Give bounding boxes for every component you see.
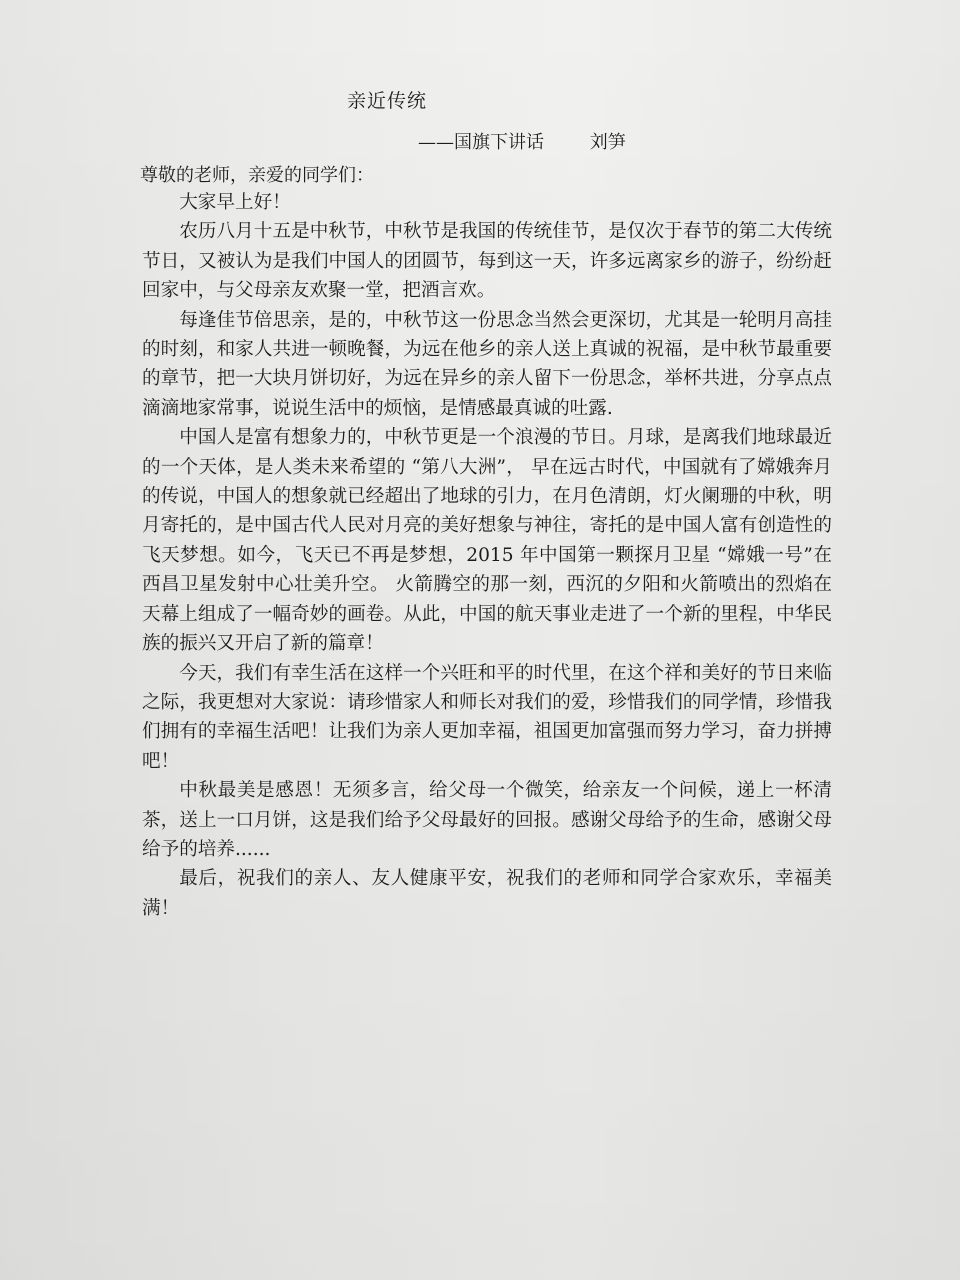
- paragraph-gratitude: 中秋最美是感恩！无须多言，给父母一个微笑，给亲友一个问候，递上一杯清茶，送上一口月饼，这是我们给予父母最好的回报。感谢父母给予的生命，感谢父母给予的培养......: [142, 780, 832, 860]
- paragraph-greeting: 大家早上好！: [179, 192, 291, 213]
- salutation: 尊敬的老师，亲爱的同学们：: [140, 165, 374, 186]
- document-title: 亲近传统: [347, 90, 428, 112]
- document-subtitle: ——国旗下讲话 刘笋: [418, 132, 626, 153]
- paragraph-moon-imagination: 中国人是富有想象力的，中秋节更是一个浪漫的节日。月球，是离我们地球最近的一个天体，是人类未来希望的 “第八大洲”， 早在远古时代，中国就有了嫦娥奔月的传说，中国人的想象就已经超出了地球的引力，在月色清朗，灯火阑珊的中秋，明月寄托的，是中国古代人民对月亮的美好想象与神往，寄托的是中国人富有创造性的飞天梦想。如今，飞天已不再是梦想，2015 年中国第一颗探月卫星 “嫦娥一号”在西昌卫星发射中心壮美升空。 火箭腾空的那一刻，西沉的夕阳和火箭喷出的烈焰在天幕上组成了一幅奇妙的画卷。从此，中国的航天事业走进了一个新的里程，中华民族的振兴又开启了新的篇章！: [142, 427, 832, 655]
- speech-body: [142, 188, 832, 923]
- paragraph-cherish: 今天，我们有幸生活在这样一个兴旺和平的时代里，在这个祥和美好的节日来临之际，我更想对大家说：请珍惜家人和师长对我们的爱，珍惜我们的同学情，珍惜我们拥有的幸福生活吧！让我们为亲人更加幸福，祖国更加富强而努力学习，奋力拼搏吧！: [142, 662, 832, 772]
- paragraph-mid-autumn-intro: 农历八月十五是中秋节，中秋节是我国的传统佳节，是仅次于春节的第二大传统节日，又被认为是我们中国人的团圆节，每到这一天，许多远离家乡的游子，纷纷赶回家中，与父母亲友欢聚一堂，把酒言欢。: [142, 221, 832, 302]
- paragraph-missing-family: 每逢佳节倍思亲，是的，中秋节这一份思念当然会更深切，尤其是一轮明月高挂的时刻，和家人共进一顿晚餐，为远在他乡的亲人送上真诚的祝福，是中秋节最重要的章节，把一大块月饼切好，为远在异乡的亲人留下一份思念，举杯共进，分享点点滴滴地家常事，说说生活中的烦恼，是情感最真诚的吐露.: [142, 309, 832, 419]
- paragraph-closing: 最后，祝我们的亲人、友人健康平安，祝我们的老师和同学合家欢乐，幸福美满！: [142, 868, 832, 919]
